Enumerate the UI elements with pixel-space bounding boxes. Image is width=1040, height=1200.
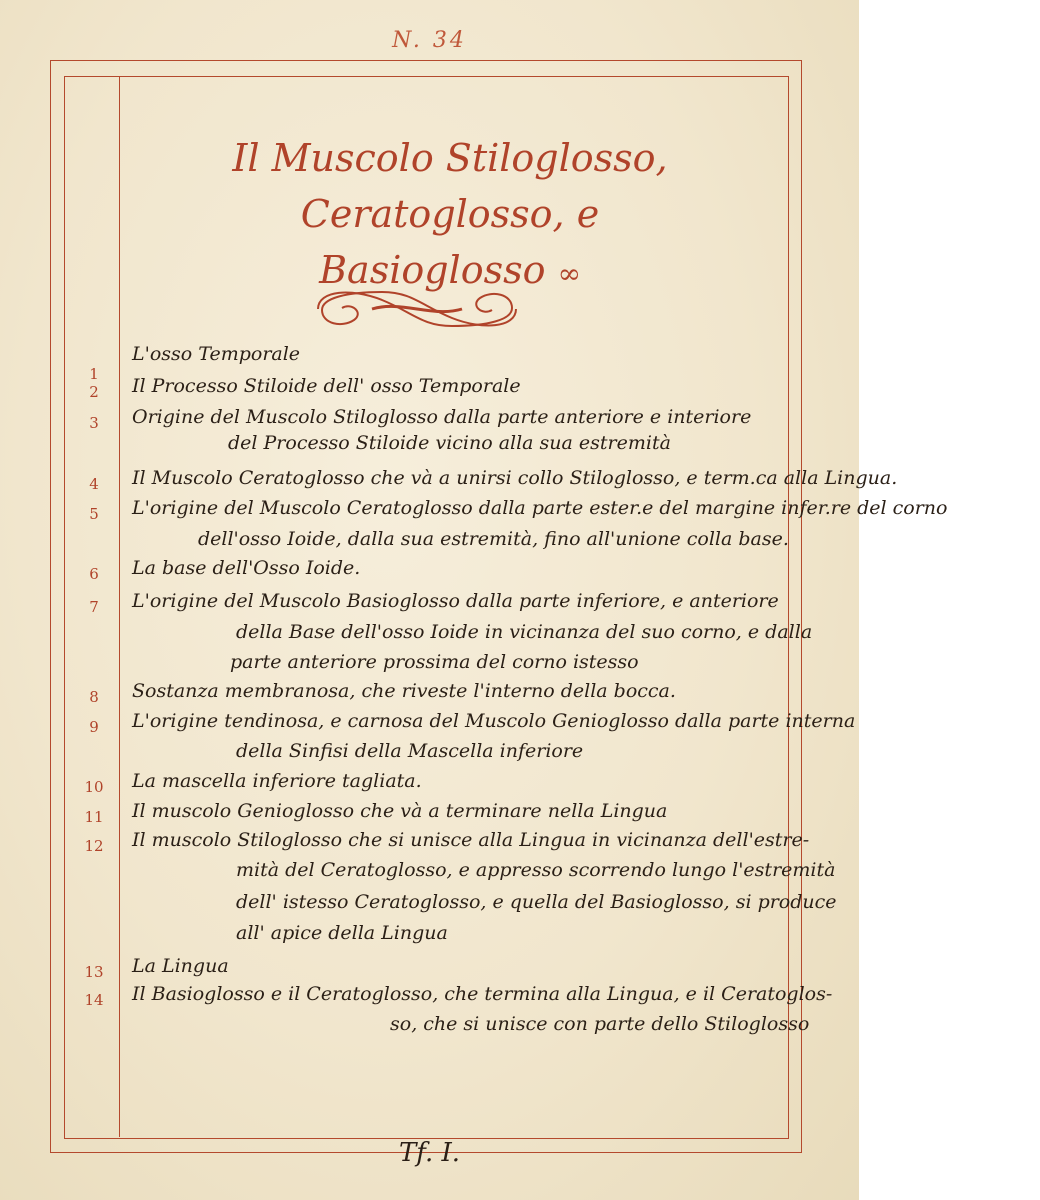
entry-number: 13 (84, 963, 104, 981)
entry-text: dell'osso Ioide, dalla sua estremità, fino all'unione colla base. (198, 528, 789, 550)
entry-text: mità del Ceratoglosso, e appresso scorrendo lungo l'estremità (236, 859, 836, 881)
entry-number: 1 (89, 365, 99, 383)
entry-text: Il muscolo Genioglosso che và a terminare nella Lingua (132, 800, 668, 822)
entry-number: 11 (84, 808, 104, 826)
entry-text: L'origine del Muscolo Basioglosso dalla parte inferiore, e anteriore (132, 590, 779, 612)
title-line-2-text: Basioglosso (319, 248, 546, 292)
entry-text: L'origine del Muscolo Ceratoglosso dalla parte ester.e del margine infer.re del corno (132, 497, 948, 519)
entry-text: Il Muscolo Ceratoglosso che và a unirsi collo Stiloglosso, e term.ca alla Lingua. (132, 467, 898, 489)
calligraphic-flourish-icon (312, 280, 522, 338)
title-flourish: ∞ (557, 257, 581, 290)
page-title (130, 130, 770, 302)
margin-rule (119, 77, 120, 1137)
entry-text: Il Basioglosso e il Ceratoglosso, che termina alla Lingua, e il Ceratoglos- (132, 983, 833, 1005)
entry-number: 12 (84, 837, 104, 855)
entry-text: Il Processo Stiloide dell' osso Temporale (132, 375, 521, 397)
entry-text: Sostanza membranosa, che riveste l'interno della bocca. (132, 680, 676, 702)
entry-number: 9 (89, 718, 99, 736)
title-line-1: Il Muscolo Stiloglosso, Ceratoglosso, e (232, 136, 668, 236)
entry-text: parte anteriore prossima del corno istesso (230, 651, 639, 673)
entry-text: della Sinfisi della Mascella inferiore (236, 740, 584, 762)
entry-number: 6 (89, 565, 99, 583)
entry-text: La Lingua (132, 955, 229, 977)
entry-number: 10 (84, 778, 104, 796)
entry-text: della Base dell'osso Ioide in vicinanza del suo corno, e dalla (236, 621, 813, 643)
entry-number: 2 (89, 383, 99, 401)
entry-number: 8 (89, 688, 99, 706)
entry-text: L'origine tendinosa, e carnosa del Muscolo Genioglosso dalla parte interna (132, 710, 856, 732)
entry-number: 5 (89, 505, 99, 523)
entry-text: dell' istesso Ceratoglosso, e quella del Basioglosso, si produce (236, 891, 837, 913)
entry-number: 7 (89, 598, 99, 616)
entry-text: so, che si unisce con parte dello Stiloglosso (390, 1013, 810, 1035)
entry-text: Il muscolo Stiloglosso che si unisce alla Lingua in vicinanza dell'estre- (132, 829, 810, 851)
folio-mark: Tf. I. (398, 1138, 461, 1168)
entry-number: 3 (89, 414, 99, 432)
entry-number: 4 (89, 475, 99, 493)
entry-number: 14 (84, 991, 104, 1009)
entry-text: del Processo Stiloide vicino alla sua estremità (228, 432, 671, 454)
plate-number: N. 34 (392, 28, 467, 53)
entry-text: all' apice della Lingua (236, 922, 448, 944)
entry-text: Origine del Muscolo Stiloglosso dalla parte anteriore e interiore (132, 406, 752, 428)
entry-text: La mascella inferiore tagliata. (132, 770, 422, 792)
entry-text: La base dell'Osso Ioide. (132, 557, 361, 579)
entry-text: L'osso Temporale (132, 343, 301, 365)
